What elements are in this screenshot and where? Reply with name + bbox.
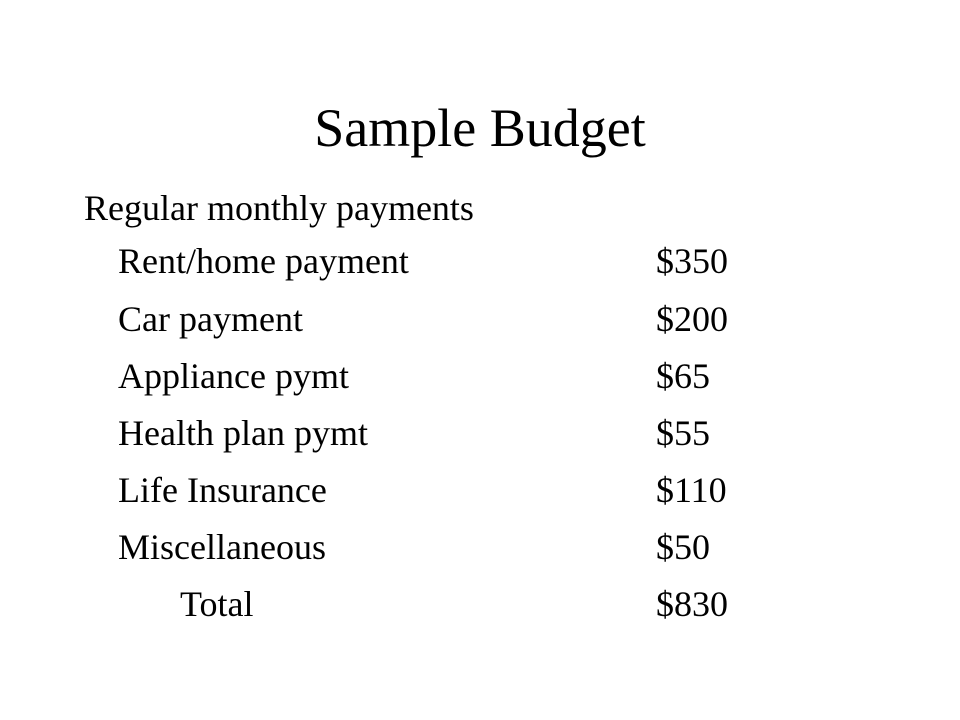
budget-item-amount: $350 xyxy=(656,241,728,281)
budget-total-label: Total xyxy=(180,584,254,624)
budget-item-label: Car payment xyxy=(118,299,303,339)
budget-row-health xyxy=(0,411,960,455)
budget-item-label: Rent/home payment xyxy=(118,241,409,281)
slide-title: Sample Budget xyxy=(314,98,646,158)
budget-row-life-insurance xyxy=(0,468,960,512)
budget-row-car xyxy=(0,297,960,341)
budget-row-appliance xyxy=(0,354,960,398)
budget-item-amount: $200 xyxy=(656,299,728,339)
budget-item-amount: $55 xyxy=(656,413,710,453)
budget-row-miscellaneous xyxy=(0,525,960,569)
budget-total-amount: $830 xyxy=(656,584,728,624)
budget-row-rent xyxy=(0,239,960,283)
budget-item-amount: $50 xyxy=(656,527,710,567)
budget-item-label: Health plan pymt xyxy=(118,413,368,453)
budget-item-label: Appliance pymt xyxy=(118,356,349,396)
budget-item-label: Life Insurance xyxy=(118,470,327,510)
budget-item-amount: $110 xyxy=(656,470,727,510)
budget-row-total xyxy=(0,582,960,626)
budget-item-amount: $65 xyxy=(656,356,710,396)
section-heading: Regular monthly payments xyxy=(84,188,474,228)
budget-item-label: Miscellaneous xyxy=(118,527,326,567)
